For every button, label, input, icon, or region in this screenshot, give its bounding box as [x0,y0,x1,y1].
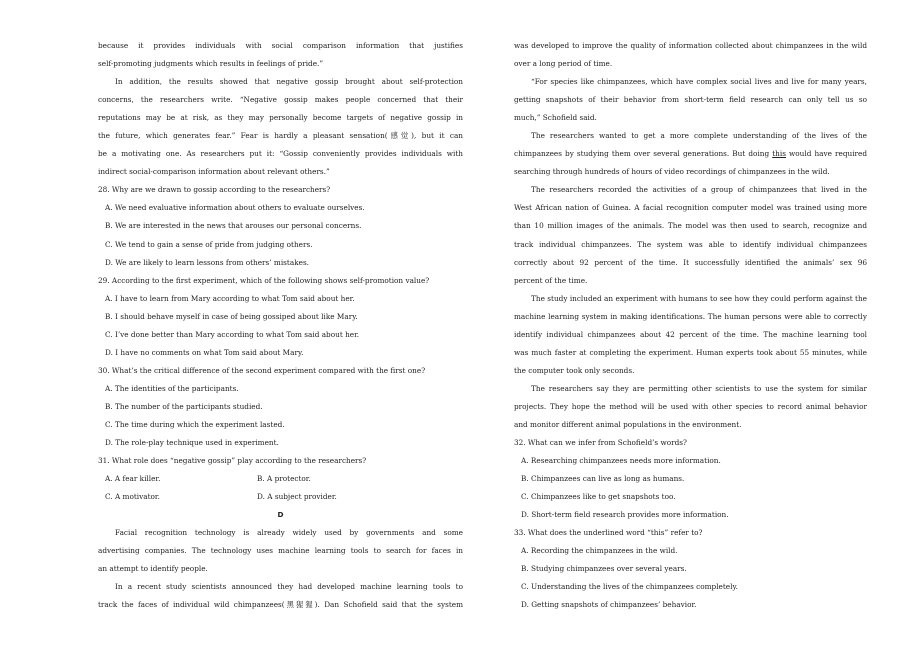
passage-text: would have required [785,149,867,159]
answer-option: B. We are interested in the news that arouses our personal concerns. [105,221,362,231]
passage-line: self-promoting judgments which results in feelings of pride.” [98,59,324,69]
question-stem: 32. What can we infer from Schofield’s words? [514,438,687,448]
question-stem: 31. What role does “negative gossip” play according to the researchers? [98,456,367,466]
passage-line: much,” Schofield said. [514,113,597,123]
answer-option: B. Chimpanzees can live as long as humans. [521,474,685,484]
passage-line: The study included an experiment with humans to see how they could perform against the [531,293,867,303]
passage-line: because it provides individuals with social comparison information that justifies [98,41,463,50]
right-column [514,37,867,615]
passage-line: identify individual chimpanzees about 42 percent of the time. The machine learning tool [514,329,867,339]
answer-option: B. I should behave myself in case of being gossiped about like Mary. [105,311,358,321]
passage-line: the future, which generates fear.” Fear is hardly a pleasant sensation(感觉), but it can [98,131,463,141]
passage-line: reputations may be at risk, as they may personally become targets of negative gossip in [98,113,463,123]
answer-option: C. Understanding the lives of the chimpanzees completely. [521,582,738,592]
question-stem: 30. What’s the critical difference of the second experiment compared with the first one? [98,365,426,375]
passage-line: machine learning system in making identifications. The human persons were able to correctly [514,311,867,321]
passage-line: searching through hundreds of hours of video recordings of chimpanzees in the wild. [514,167,830,177]
passage-line: was developed to improve the quality of information collected about chimpanzees in the wild [514,41,867,50]
passage-line: over a long period of time. [514,59,613,69]
answer-option: A. We need evaluative information about others to evaluate ourselves. [105,203,365,213]
passage-line: track the faces of individual wild chimpanzees(黑猩猩). Dan Schofield said that the system [98,600,463,610]
passage-line: and monitor different animal populations in the environment. [514,419,742,429]
answer-option: A. A fear killer. [105,474,161,484]
passage-line: an attempt to identify people. [98,564,208,574]
passage-line: track individual chimpanzees. The system was able to identify individual chimpanzees [514,239,867,249]
answer-option: D. We are likely to learn lessons from others’ mistakes. [105,257,310,267]
answer-option: C. The time during which the experiment lasted. [105,419,285,429]
passage-line: “For species like chimpanzees, which have complex social lives and live for many years, [531,77,867,87]
answer-option: D. Short-term field research provides more information. [521,510,729,520]
answer-option: A. I have to learn from Mary according to what Tom said about her. [105,293,355,303]
question-stem: 33. What does the underlined word “this” refer to? [514,528,703,538]
section-heading: D [277,510,284,520]
passage-line: was much faster at completing the experiment. Human experts took about 55 minutes, while [514,347,867,357]
answer-option: B. A protector. [257,474,311,484]
passage-text: chimpanzees by studying them over several generations. But doing [514,149,773,159]
passage-line: In a recent study scientists announced they had developed machine learning tools to [115,582,463,592]
answer-options-row [98,488,463,506]
passage-line: percent of the time. [514,275,588,285]
passage-line: correctly about 92 percent of the time. It successfully identified the animals’ sex 96 [514,257,867,267]
answer-options-row [98,470,463,488]
answer-option: B. Studying chimpanzees over several years. [521,564,687,574]
passage-line: The researchers recorded the activities of a group of chimpanzees that lived in the [531,185,867,195]
passage-line: Facial recognition technology is already widely used by governments and some [115,528,463,538]
passage-line: projects. They hope the method will be used with other species to record animal behavior [514,401,867,411]
passage-line: In addition, the results showed that negative gossip brought about self-protection [115,77,463,87]
passage-line: The researchers wanted to get a more complete understanding of the lives of the [531,131,867,141]
passage-line [514,145,867,163]
passage-line: getting snapshots of their behavior from short-term field research can only tell us so [514,95,867,105]
answer-option: C. I’ve done better than Mary according to what Tom said about her. [105,329,360,339]
question-stem: 28. Why are we drawn to gossip according to the researchers? [98,185,331,195]
answer-option: B. The number of the participants studied. [105,401,263,411]
question-stem: 29. According to the first experiment, which of the following shows self-promotion value? [98,275,430,285]
answer-option: A. Researching chimpanzees needs more information. [521,456,721,466]
passage-line: advertising companies. The technology uses machine learning tools to search for faces in [98,546,463,556]
answer-option: A. The identities of the participants. [105,383,239,393]
passage-line: West African nation of Guinea. A facial recognition computer model was trained using more [514,203,867,213]
answer-option: D. Getting snapshots of chimpanzees’ behavior. [521,600,697,610]
answer-option: C. We tend to gain a sense of pride from judging others. [105,239,313,249]
passage-line: the computer took only seconds. [514,365,635,375]
answer-option: D. The role-play technique used in experiment. [105,438,279,448]
left-column [98,37,463,615]
answer-option: D. A subject provider. [257,492,337,502]
answer-option: C. A motivator. [105,492,160,502]
passage-line: than 10 million images of the animals. The model was then used to search, recognize and [514,221,867,231]
underlined-word: this [772,149,786,159]
answer-option: D. I have no comments on what Tom said about Mary. [105,347,304,357]
answer-option: A. Recording the chimpanzees in the wild. [521,546,678,556]
passage-line: be a motivating one. As researchers put it: “Gossip conveniently provides individuals with [98,149,463,159]
passage-line: The researchers say they are permitting other scientists to use the system for similar [531,383,867,393]
passage-line: indirect social-comparison information about relevant others.” [98,167,330,177]
answer-option: C. Chimpanzees like to get snapshots too. [521,492,676,502]
passage-line: concerns, the researchers write. “Negative gossip makes people concerned that their [98,95,463,105]
